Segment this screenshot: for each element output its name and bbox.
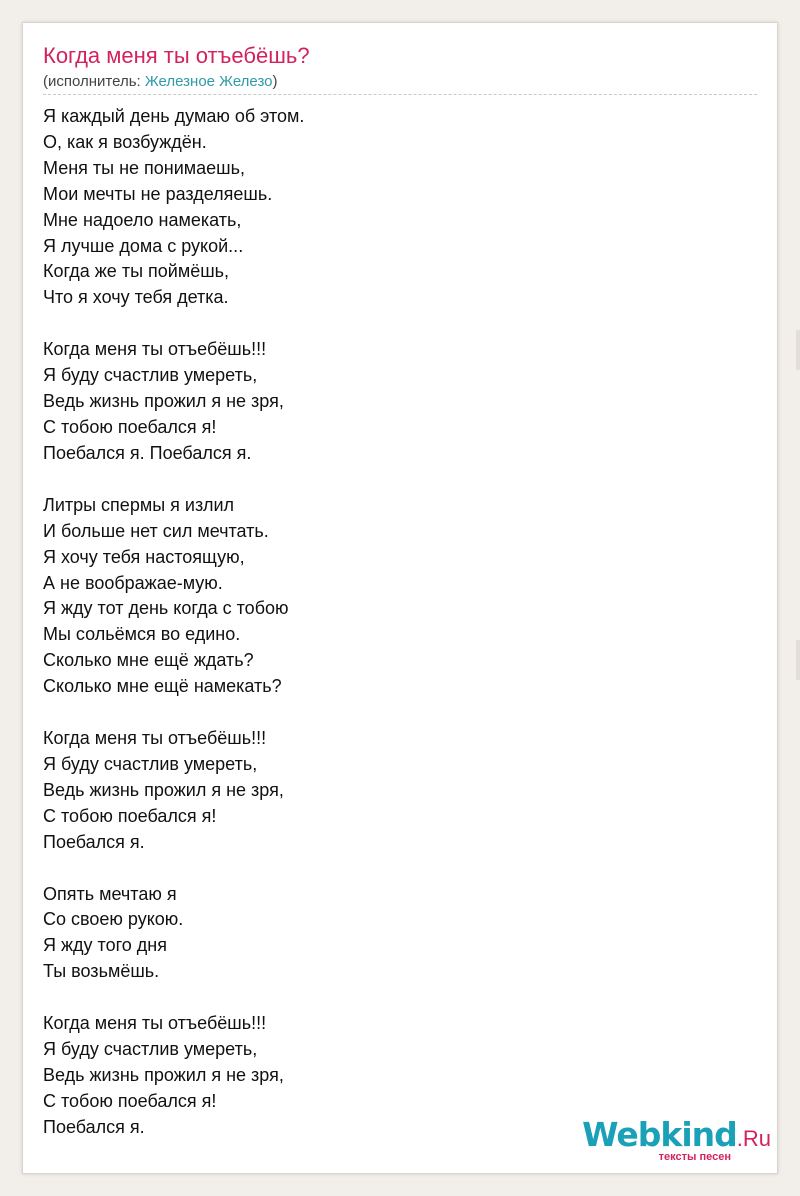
lyrics-stanza bbox=[43, 882, 743, 986]
lyrics-line: Когда меня ты отъебёшь!!! bbox=[43, 339, 267, 360]
lyrics-line: Ты возьмёшь. bbox=[43, 961, 160, 982]
title-divider bbox=[43, 94, 757, 95]
logo-wordmark bbox=[582, 1115, 771, 1154]
lyrics-line: Я жду тот день когда с тобою bbox=[43, 598, 289, 619]
artist-suffix: ) bbox=[272, 73, 278, 90]
lyrics-line: Я жду того дня bbox=[43, 935, 167, 956]
lyrics-line: Поебался я. bbox=[43, 831, 145, 852]
lyrics-line: Когда меня ты отъебёшь!!! bbox=[43, 728, 267, 749]
lyrics-line: Я буду счастлив умереть, bbox=[43, 365, 258, 386]
lyrics-stanza bbox=[43, 726, 743, 856]
lyrics-stanza bbox=[43, 493, 743, 700]
lyrics-line: Мы сольёмся во едино. bbox=[43, 624, 241, 645]
lyrics-line: Ведь жизнь прожил я не зря, bbox=[43, 1065, 284, 1085]
lyrics-body bbox=[43, 104, 743, 1167]
site-logo[interactable] bbox=[581, 1115, 771, 1165]
lyrics-line: Я буду счастлив умереть, bbox=[43, 1039, 258, 1060]
scroll-decoration-top bbox=[796, 330, 800, 370]
lyrics-stanza bbox=[43, 104, 743, 311]
lyrics-card bbox=[22, 22, 778, 1174]
lyrics-line: И больше нет сил мечтать. bbox=[43, 520, 269, 541]
lyrics-line: С тобою поебался я! bbox=[43, 1090, 217, 1111]
lyrics-line: Мои мечты не разделяешь. bbox=[43, 183, 273, 204]
logo-tagline: тексты песен bbox=[658, 1151, 731, 1163]
lyrics-line: С тобою поебался я! bbox=[43, 416, 217, 437]
lyrics-line: Я буду счастлив умереть, bbox=[43, 753, 258, 774]
lyrics-line: Когда меня ты отъебёшь!!! bbox=[43, 1013, 267, 1034]
lyrics-line: Сколько мне ещё намекать? bbox=[43, 676, 282, 697]
artist-link[interactable]: Железное Железо bbox=[144, 73, 273, 90]
lyrics-line: Я хочу тебя настоящую, bbox=[43, 546, 245, 567]
lyrics-line: Мне надоело намекать, bbox=[43, 209, 242, 230]
lyrics-line: А не воображае-мую. bbox=[43, 572, 223, 593]
lyrics-line: Поебался я. Поебался я. bbox=[43, 442, 252, 463]
lyrics-line: Что я хочу тебя детка. bbox=[43, 287, 229, 308]
lyrics-line: Со своею рукою. bbox=[43, 909, 184, 930]
lyrics-line: С тобою поебался я! bbox=[43, 805, 217, 826]
song-title: Когда меня ты отъебёшь? bbox=[43, 43, 310, 68]
lyrics-line: Ведь жизнь прожил я не зря, bbox=[43, 779, 284, 800]
lyrics-line: Меня ты не понимаешь, bbox=[43, 157, 245, 178]
lyrics-line: Поебался я. bbox=[43, 1116, 145, 1137]
artist-line bbox=[43, 73, 278, 90]
scroll-decoration-bottom bbox=[796, 640, 800, 680]
lyrics-line: Я лучше дома с рукой... bbox=[43, 235, 244, 256]
lyrics-line: Сколько мне ещё ждать? bbox=[43, 650, 254, 671]
lyrics-line: Опять мечтаю я bbox=[43, 883, 177, 904]
lyrics-line: Литры спермы я излил bbox=[43, 494, 235, 515]
logo-tld: .Ru bbox=[736, 1126, 771, 1151]
logo-word: Webkind bbox=[582, 1115, 737, 1154]
lyrics-line: Я каждый день думаю об этом. bbox=[43, 106, 305, 126]
lyrics-line: О, как я возбуждён. bbox=[43, 131, 207, 152]
lyrics-stanza bbox=[43, 337, 743, 467]
lyrics-line: Когда же ты поймёшь, bbox=[43, 261, 230, 282]
lyrics-line: Ведь жизнь прожил я не зря, bbox=[43, 391, 284, 412]
artist-prefix: (исполнитель: bbox=[43, 73, 145, 90]
